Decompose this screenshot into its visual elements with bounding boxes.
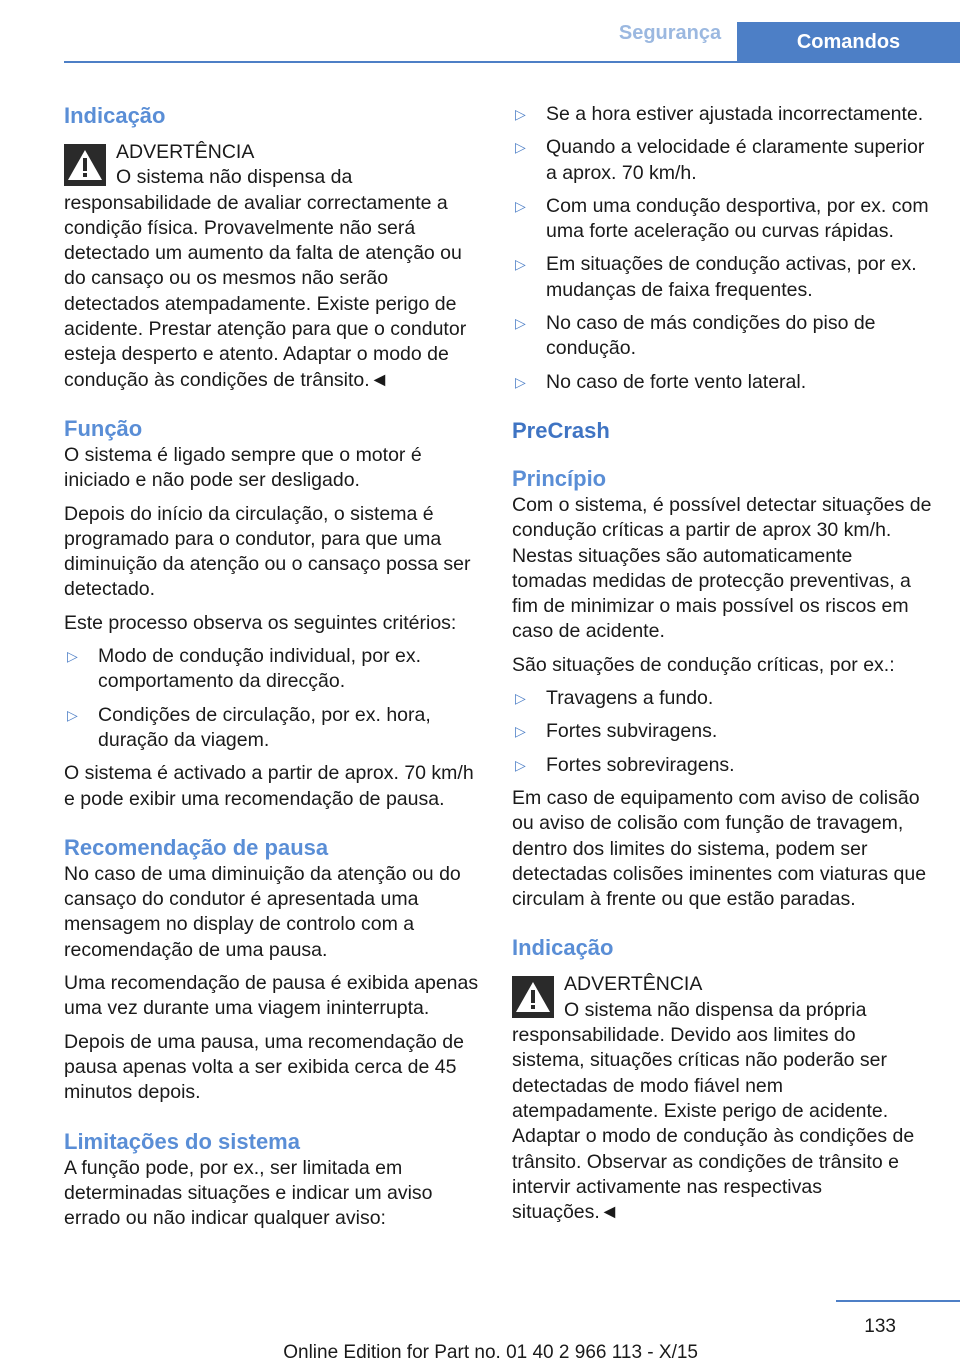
warning-text: O sistema não dispensa da própria responsabilidade. Devido aos limites do sistema, situações críticas não poderão ser detectadas de modo fiável nem atempadamente. Existe perigo de acidente. Adaptar o modo de condução às condições de trânsito. Observar as condições de trânsito e intervir activamente nas respectivas situações.◄ xyxy=(512,998,915,1224)
triangle-bullet-icon: ▷ xyxy=(515,315,526,332)
warning-triangle-icon xyxy=(64,144,106,186)
list-item: ▷ Fortes subviragens. xyxy=(512,719,932,744)
situations-list xyxy=(512,686,932,778)
triangle-bullet-icon: ▷ xyxy=(515,256,526,273)
triangle-bullet-icon: ▷ xyxy=(515,139,526,156)
heading-funcao: Função xyxy=(64,415,143,441)
list-item: ▷ Modo de condução individual, por ex. comportamento da direcção. xyxy=(67,645,422,693)
warning-box xyxy=(64,140,484,165)
paragraph: Com o sistema, é possível detectar situações de condução críticas a partir de aprox 30 km/h. Nestas situações são automaticamente tomadas medidas de protecção preventivas, a fim de minimizar o mais possível os riscos em caso de acidente. xyxy=(512,493,932,643)
page-header xyxy=(0,0,960,64)
list-item: ▷ Se a hora estiver ajustada incorrectamente. xyxy=(512,102,932,127)
list-item: ▷ Em situações de condução activas, por ex. mudanças de faixa frequentes. xyxy=(515,253,917,301)
active-chapter-tab: Comandos xyxy=(737,22,960,63)
heading-principio: Princípio xyxy=(512,465,607,491)
triangle-bullet-icon: ▷ xyxy=(515,373,526,390)
paragraph: Depois do início da circulação, o sistema é programado para o condutor, para que uma diminuição da atenção ou o cansaço possa ser detectado. xyxy=(64,502,471,601)
warning-label: ADVERTÊNCIA xyxy=(116,141,255,163)
list-item: ▷ No caso de forte vento lateral. xyxy=(512,370,932,395)
heading-indicacao: Indicação xyxy=(64,103,166,128)
paragraph: No caso de uma diminuição da atenção ou do cansaço do condutor é apresentada uma mensagem no display de controlo com a recomendação de uma pausa. xyxy=(64,862,461,961)
list-item: ▷ Condições de circulação, por ex. hora, duração da viagem. xyxy=(67,703,431,751)
heading-recomendacao: Recomendação de pausa xyxy=(64,834,329,860)
paragraph: São situações de condução críticas, por ex.: xyxy=(512,653,895,676)
left-column xyxy=(64,102,484,1231)
paragraph: Depois de uma pausa, uma recomendação de pausa apenas volta a ser exibida cerca de 45 minutos depois. xyxy=(64,1030,464,1104)
limits-list xyxy=(512,102,932,395)
section-tab: Segurança xyxy=(618,22,722,44)
triangle-bullet-icon: ▷ xyxy=(515,690,526,707)
warning-box xyxy=(512,972,932,997)
page-number: 133 xyxy=(864,1316,896,1337)
paragraph: Uma recomendação de pausa é exibida apenas uma vez durante uma viagem ininterrupta. xyxy=(64,972,479,1020)
footer-rule xyxy=(836,1300,960,1302)
warning-triangle-icon xyxy=(512,976,554,1018)
page-footer xyxy=(0,1300,960,1362)
triangle-bullet-icon: ▷ xyxy=(515,197,526,214)
triangle-bullet-icon: ▷ xyxy=(67,648,78,665)
warning-label: ADVERTÊNCIA xyxy=(564,973,703,996)
header-rule xyxy=(64,61,960,63)
list-item: ▷ No caso de más condições do piso de condução. xyxy=(515,312,876,360)
criteria-list xyxy=(64,644,484,753)
list-item: ▷ Quando a velocidade é claramente superior a aprox. 70 km/h. xyxy=(515,136,925,184)
heading-precrash: PreCrash xyxy=(512,417,610,443)
right-column xyxy=(512,102,932,1225)
edition-line: Online Edition for Part no. 01 40 2 966 113 - X/15 xyxy=(283,1342,698,1363)
list-item: ▷ Com uma condução desportiva, por ex. com uma forte aceleração ou curvas rápidas. xyxy=(515,194,929,243)
triangle-bullet-icon: ▷ xyxy=(515,106,526,122)
triangle-bullet-icon: ▷ xyxy=(67,706,78,723)
heading-indicacao: Indicação xyxy=(512,935,614,961)
warning-text: O sistema não dispensa da responsabilidade de avaliar correctamente a condição física. Provavelmente não será detectado um aumento da falta de atenção ou do cansaço ou os mesmos não serão detectados atempadamente. Existe perigo de acidente. Prestar atenção para que o condutor esteja desperto e atento. Adaptar o modo de condução às condições de trânsito.◄ xyxy=(64,166,467,391)
paragraph: O sistema é ligado sempre que o motor é iniciado e não pode ser desligado. xyxy=(64,443,422,492)
list-item: ▷ Travagens a fundo. xyxy=(512,686,932,711)
paragraph: Este processo observa os seguintes critérios: xyxy=(64,611,457,634)
triangle-bullet-icon: ▷ xyxy=(515,756,526,773)
paragraph: Em caso de equipamento com aviso de colisão ou aviso de colisão com função de travagem, dentro dos limites do sistema, podem ser detectadas colisões iminentes com viaturas que circulam à frente ou que estão paradas. xyxy=(512,786,927,911)
triangle-bullet-icon: ▷ xyxy=(515,723,526,740)
heading-limitacoes: Limitações do sistema xyxy=(64,1128,300,1154)
list-item: ▷ Fortes sobreviragens. xyxy=(512,753,932,778)
paragraph: O sistema é activado a partir de aprox. 70 km/h e pode exibir uma recomendação de pausa. xyxy=(64,762,474,810)
paragraph: A função pode, por ex., ser limitada em determinadas situações e indicar um aviso errado ou não indicar qualquer aviso: xyxy=(64,1156,433,1230)
